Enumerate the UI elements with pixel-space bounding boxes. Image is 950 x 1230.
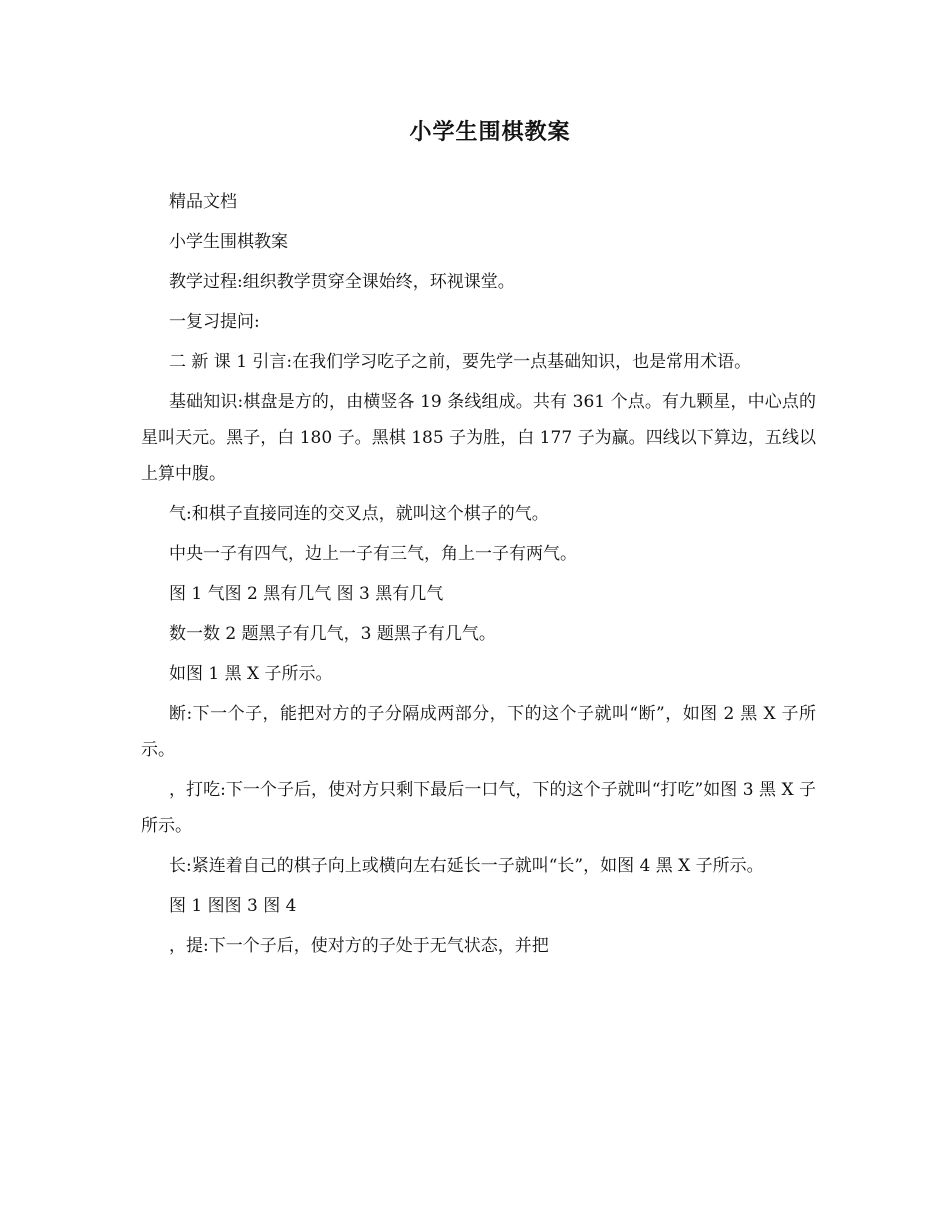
paragraph: 长:紧连着自己的棋子向上或横向左右延长一子就叫“长”，如图 4 黑 X 子所示。 bbox=[169, 856, 764, 876]
paragraph: 数一数 2 题黑子有几气，3 题黑子有几气。 bbox=[169, 624, 496, 644]
paragraph: 一复习提问: bbox=[169, 312, 260, 332]
paragraph: 教学过程:组织教学贯穿全课始终，环视课堂。 bbox=[169, 272, 515, 292]
paragraph: 基础知识:棋盘是方的，由横竖各 19 条线组成。共有 361 个点。有九颗星，中心点的星叫天元。黑子，白 180 子。黑棋 185 子为胜，白 177 子为赢。四线以下算边，五线以上算中腹。 bbox=[141, 392, 816, 484]
paragraph: 小学生围棋教案 bbox=[169, 232, 288, 252]
paragraph: 精品文档 bbox=[169, 192, 237, 212]
paragraph: 断:下一个子，能把对方的子分隔成两部分，下的这个子就叫“断”，如图 2 黑 X 子所示。 bbox=[141, 704, 816, 760]
paragraph: ，打吃:下一个子后，使对方只剩下最后一口气，下的这个子就叫“打吃”如图 3 黑 X 子所示。 bbox=[141, 780, 816, 836]
paragraph: 图 1 图图 3 图 4 bbox=[169, 896, 297, 916]
paragraph: 二 新 课 1 引言:在我们学习吃子之前，要先学一点基础知识，也是常用术语。 bbox=[169, 352, 752, 372]
document-body bbox=[141, 184, 816, 968]
document-title: 小学生围棋教案 bbox=[409, 119, 571, 145]
paragraph: 图 1 气图 2 黑有几气 图 3 黑有几气 bbox=[169, 584, 444, 604]
paragraph: 如图 1 黑 X 子所示。 bbox=[169, 664, 333, 684]
paragraph: 中央一子有四气，边上一子有三气，角上一子有两气。 bbox=[169, 544, 577, 564]
paragraph: ，提:下一个子后，使对方的子处于无气状态，并把 bbox=[169, 936, 549, 956]
paragraph: 气:和棋子直接同连的交叉点，就叫这个棋子的气。 bbox=[169, 504, 549, 524]
